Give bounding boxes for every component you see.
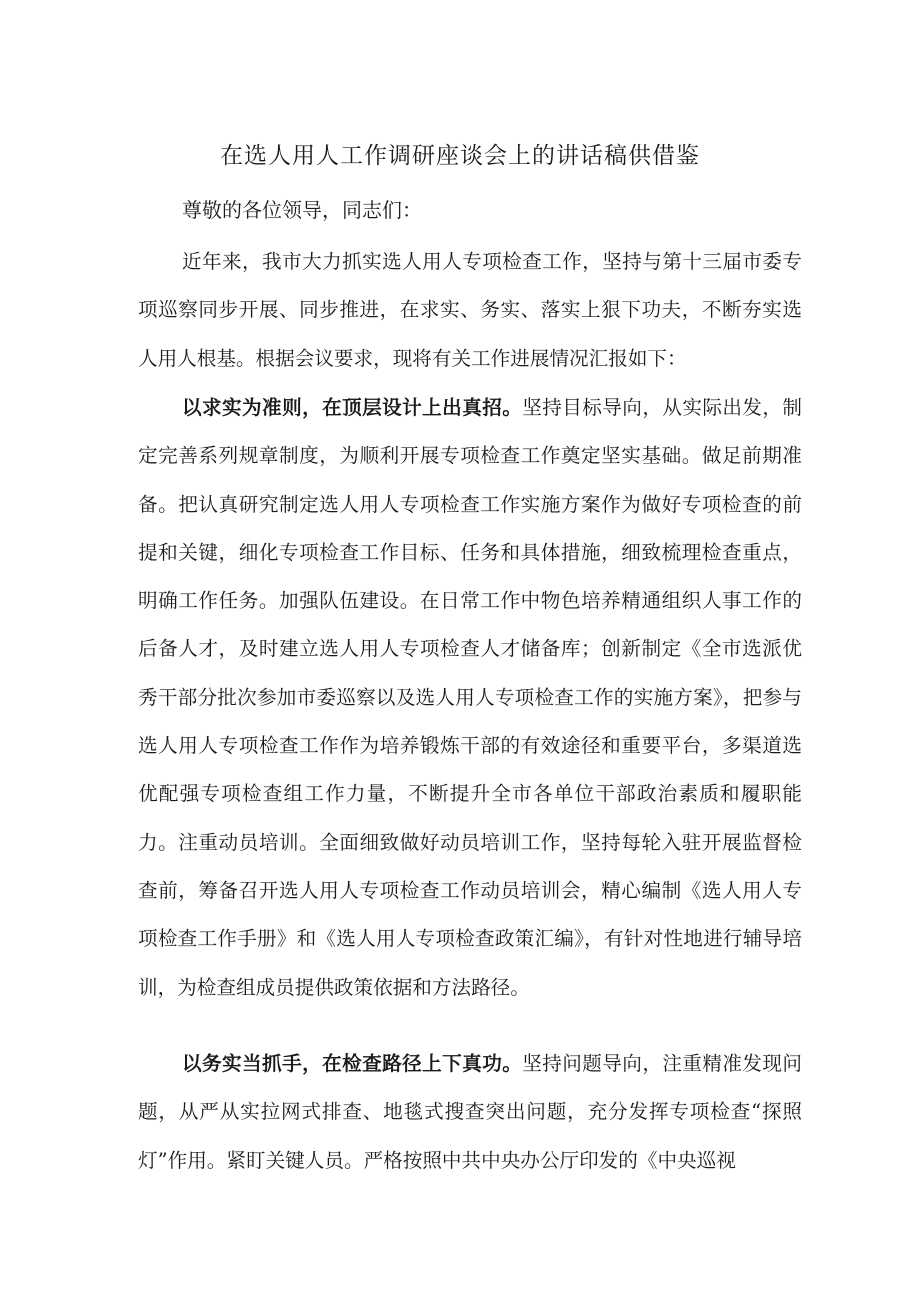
- paragraph-intro: [138, 238, 802, 383]
- paragraph-inspection-path: [138, 1040, 802, 1185]
- paragraph-top-design: [138, 384, 802, 1012]
- salutation: 尊敬的各位领导，同志们：: [182, 198, 422, 222]
- document-title: 在选人用人工作调研座谈会上的讲话稿供借鉴: [220, 143, 700, 169]
- paragraph-text: 近年来，我市大力抓实选人用人专项检查工作，坚持与第十三届市委专项巡察同步开展、同步推进，在求实、务实、落实上狠下功夫，不断夯实选人用人根基。根据会议要求，现将有关工作进展情况汇报如下：: [138, 250, 802, 370]
- paragraph-text: 坚持目标导向，从实际出发，制定完善系列规章制度，为顺利开展专项检查工作奠定坚实基础。做足前期准备。把认真研究制定选人用人专项检查工作实施方案作为做好专项检查的前提和关键，细化专项检查工作目标、任务和具体措施，细致梳理检查重点，明确工作任务。加强队伍建设。在日常工作中物色培养精通组织人事工作的后备人才，及时建立选人用人专项检查人才储备库；创新制定《全市选派优秀干部分批次参加市委巡察以及选人用人专项检查工作的实施方案》，把参与选人用人专项检查工作作为培养锻炼干部的有效途径和重要平台，多渠道选优配强专项检查组工作力量，不断提升全市各单位干部政治素质和履职能力。注重动员培训。全面细致做好动员培训工作，坚持每轮入驻开展监督检查前，筹备召开选人用人专项检查工作动员培训会，精心编制《选人用人专项检查工作手册》和《选人用人专项检查政策汇编》，有针对性地进行辅导培训，为检查组成员提供政策依据和方法路径。: [138, 396, 803, 999]
- paragraph-lead: 以求实为准则，在顶层设计上出真招。: [182, 396, 523, 419]
- paragraph-lead: 以务实当抓手，在检查路径上下真功。: [182, 1052, 523, 1075]
- paragraph-text: 坚持问题导向，注重精准发现问题，从严从实拉网式排查、地毯式搜查突出问题，充分发挥专项检查“探照灯”作用。紧盯关键人员。严格按照中共中央办公厅印发的《中央巡视: [138, 1052, 803, 1172]
